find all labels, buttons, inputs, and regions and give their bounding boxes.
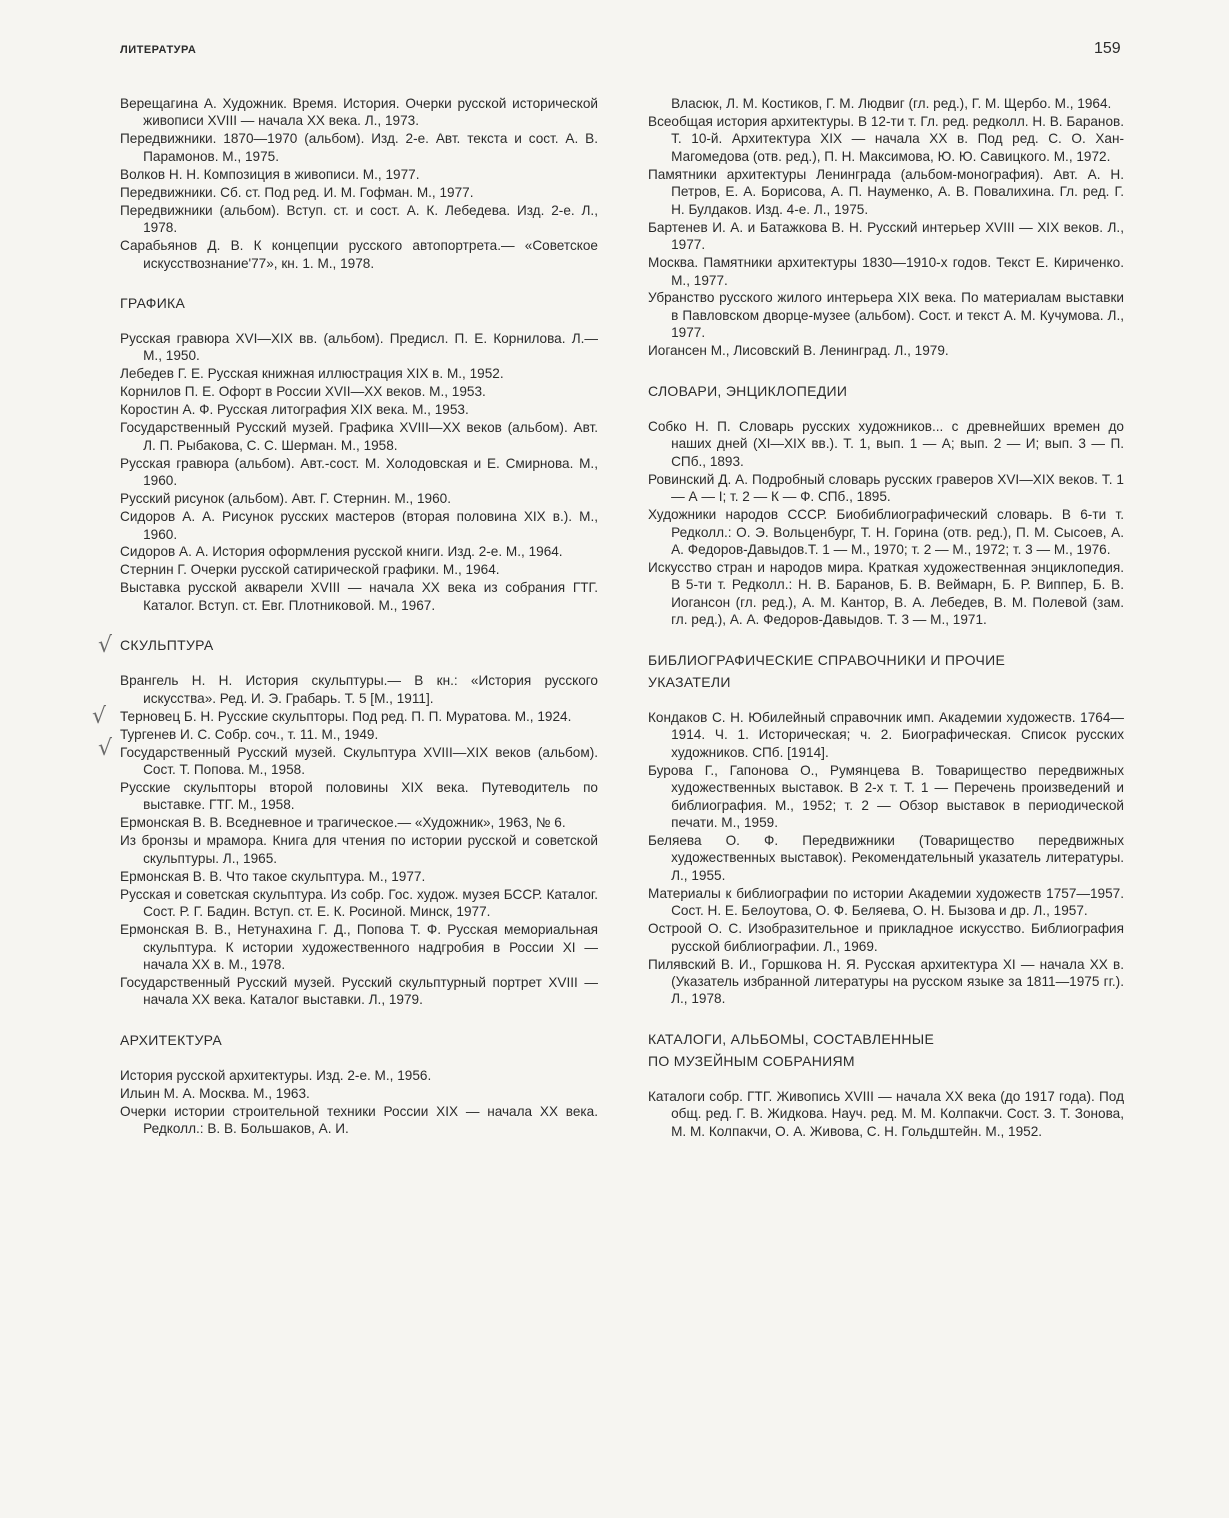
bibliography-entry: Ермонская В. В. Вседневное и трагическое.— «Художник», 1963, № 6. [120,815,566,831]
section-heading: СКУЛЬПТУРА [120,637,214,654]
bibliography-entry: Передвижники. Сб. ст. Под ред. И. М. Гофман. М., 1977. [120,184,474,200]
bibliography-entry: Сидоров А. А. Рисунок русских мастеров (вторая половина XIX в.). М., 1960. [120,509,598,542]
bibliography-entry: Ильин М. А. Москва. М., 1963. [120,1085,310,1101]
bibliography-entry: Русская гравюра XVI—XIX вв. (альбом). Предисл. П. Е. Корнилова. Л.— М., 1950. [120,331,598,364]
bibliography-entry: Лебедев Г. Е. Русская книжная иллюстрация XIX в. М., 1952. [120,366,504,382]
bibliography-entry: Государственный Русский музей. Графика XVIII—XX веков (альбом). Авт. Л. П. Рыбакова, С. С. Шерман. М., 1958. [120,420,598,453]
bibliography-entry: Всеобщая история архитектуры. В 12-ти т. Гл. ред. редколл. Н. В. Баранов. Т. 10-й. Архитектура XIX — начала XX в. Под ред. С. О. Хан-Магомедова (отв. ред.), П. Н. Максимова, Ю. Ю. Савицкого. М., 1972. [648,113,1124,164]
bibliography-entry: Беляева О. Ф. Передвижники (Товарищество передвижных художественных выставок). Рекомендательный указатель литературы. Л., 1955. [648,832,1124,883]
left-column [120,95,598,1138]
bibliography-entry: Остроой О. С. Изобразительное и прикладное искусство. Библиография русской библиографии. Л., 1969. [648,921,1124,954]
right-column [648,95,1124,1141]
bibliography-entry: Тургенев И. С. Собр. соч., т. 11. М., 1949. [120,726,379,742]
bibliography-entry: Сидоров А. А. История оформления русской книги. Изд. 2-е. М., 1964. [120,544,563,560]
bibliography-entry: Бартенев И. А. и Батажкова В. Н. Русский интерьер XVIII — XIX веков. Л., 1977. [648,219,1124,253]
bibliography-entry: Русские скульпторы второй половины XIX века. Путеводитель по выставке. ГТГ. М., 1958. [120,780,598,813]
section-heading: ГРАФИКА [120,295,186,312]
bibliography-entry: Из бронзы и мрамора. Книга для чтения по истории русской и советской скульптуры. Л., 1965. [120,833,598,866]
bibliography-entry: Русская гравюра (альбом). Авт.-сост. М. Холодовская и Е. Смирнова. М., 1960. [120,455,598,489]
section-heading: БИБЛИОГРАФИЧЕСКИЕ СПРАВОЧНИКИ И ПРОЧИЕ УКАЗАТЕЛИ [648,651,1006,690]
bibliography-entry: Бурова Г., Гапонова О., Румянцева В. Товарищество передвижных художественных выставок. В 2-х т. Т. 1 — Перечень произведений и библиография. М., 1952; т. 2 — Обзор выставок в периодической печати. М., 1959. [648,762,1124,830]
bibliography-entry: Искусство стран и народов мира. Краткая художественная энциклопедия. В 5-ти т. Редколл.: Н. В. Баранов, Б. В. Веймарн, Б. Р. Виппер, Б. В. Иогансон (гл. ред.), А. М. Кантор, В. А. Лебедев, В. М. Полевой (зам. гл. ред.), А. А. Федоров-Давыдов. Т. 3 — М., 1971. [648,559,1124,628]
margin-check-mark: √ [98,633,113,658]
section-heading: АРХИТЕКТУРА [120,1031,222,1048]
bibliography-entry: Кондаков С. Н. Юбилейный справочник имп. Академии художеств. 1764—1914. Ч. 1. Историческая; ч. 2. Биографическая. Список русских художников. СПб. [1914]. [648,709,1124,760]
bibliography-entry: Терновец Б. Н. Русские скульпторы. Под ред. П. П. Муратова. М., 1924. [120,708,572,724]
bibliography-entry: Иогансен М., Лисовский В. Ленинград. Л., 1979. [648,343,949,359]
bibliography-entry: Собко Н. П. Словарь русских художников... с древнейших времен до наших дней (XI—XIX вв.). Т. 1, вып. 1 — А; вып. 2 — И; вып. 3 — П. СПб., 1893. [648,418,1124,469]
bibliography-entry: Стернин Г. Очерки русской сатирической графики. М., 1964. [120,562,500,578]
bibliography-entry: Государственный Русский музей. Скульптура XVIII—XIX веков (альбом). Сост. Т. Попова. М., 1958. [120,744,598,778]
running-header: ЛИТЕРАТУРА [120,44,197,56]
bibliography-entry: Ермонская В. В. Что такое скульптура. М., 1977. [120,868,426,884]
margin-check-mark: √ [98,736,113,761]
bibliography-entry: Москва. Памятники архитектуры 1830—1910-х годов. Текст Е. Кириченко. М., 1977. [648,255,1124,288]
bibliography-entry: Очерки истории строительной техники России XIX — начала XX века. Редколл.: В. В. Большаков, А. И. [120,1103,598,1137]
bibliography-entry: Корнилов П. Е. Офорт в России XVII—XX веков. М., 1953. [120,384,486,400]
bibliography-entry: Выставка русской акварели XVIII — начала XX века из собрания ГТГ. Каталог. Вступ. ст. Евг. Плотниковой. М., 1967. [120,580,598,613]
bibliography-entry: Русская и советская скульптура. Из собр. Гос. худож. музея БССР. Каталог. Сост. Р. Г. Бадин. Вступ. ст. Е. К. Росиной. Минск, 1977. [120,886,598,920]
bibliography-entry: Ермонская В. В., Нетунахина Г. Д., Попова Т. Ф. Русская мемориальная скульптура. К истории художественного надгробия в России XI — начала XX в. М., 1978. [120,922,598,973]
bibliography-entry: Каталоги собр. ГТГ. Живопись XVIII — начала XX века (до 1917 года). Под общ. ред. Г. В. Жидкова. Науч. ред. М. М. Колпакчи. Сост. З. Т. Зонова, М. М. Колпакчи, О. А. Живова, С. Н. Гольдштейн. М., 1952. [648,1088,1124,1139]
bibliography-entry: Убранство русского жилого интерьера XIX века. По материалам выставки в Павловском дворце-музее (альбом). Сост. и текст А. М. Кучумова. Л., 1977. [648,290,1124,341]
section-heading: КАТАЛОГИ, АЛЬБОМЫ, СОСТАВЛЕННЫЕ ПО МУЗЕЙНЫМ СОБРАНИЯМ [648,1030,935,1069]
bibliography-entry: Коростин А. Ф. Русская литография XIX века. М., 1953. [120,402,469,418]
bibliography-entry: Волков Н. Н. Композиция в живописи. М., 1977. [120,166,420,182]
page-number: 159 [1094,40,1121,57]
bibliography-entry: История русской архитектуры. Изд. 2-е. М., 1956. [120,1067,432,1083]
bibliography-entry: Передвижники. 1870—1970 (альбом). Изд. 2-е. Авт. текста и сост. А. В. Парамонов. М., 1975. [120,131,598,164]
bibliography-entry: Художники народов СССР. Биобиблиографический словарь. В 6-ти т. Редколл.: О. Э. Вольценбург, Т. Н. Горина (отв. ред.), П. М. Сысоев, А. А. Федоров-Давыдов.Т. 1 — М., 1970; т. 2 — М., 1972; т. 3 — М., 1976. [648,507,1124,557]
section-heading: СЛОВАРИ, ЭНЦИКЛОПЕДИИ [648,382,848,399]
bibliography-entry: Врангель Н. Н. История скульптуры.— В кн.: «История русского искусства». Ред. И. Э. Грабарь. Т. 5 [М., 1911]. [120,673,598,706]
bibliography-entry: Пилявский В. И., Горшкова Н. Я. Русская архитектура XI — начала XX в. (Указатель избранной литературы на русском языке за 1811—1975 гг.). Л., 1978. [648,956,1124,1007]
bibliography-entry: Материалы к библиографии по истории Академии художеств 1757—1957. Сост. Н. Е. Белоутова, О. Ф. Беляева, О. Н. Бызова и др. Л., 1957. [648,885,1124,919]
bibliography-entry: Сарабьянов Д. В. К концепции русского автопортрета.— «Советское искусствознание'77», кн. 1. М., 1978. [120,238,598,271]
margin-check-mark: √ [92,704,107,729]
bibliography-entry: Ровинский Д. А. Подробный словарь русских граверов XVI—XIX веков. Т. 1 — А — І; т. 2 — К — Ф. СПб., 1895. [648,471,1124,505]
bibliography-entry: Памятники архитектуры Ленинграда (альбом-монография). Авт. А. Н. Петров, Е. А. Борисова, А. П. Науменко, А. В. Повалихина. Гл. ред. Г. Н. Булдаков. Изд. 4-е. Л., 1975. [648,166,1124,217]
bibliography-entry: Государственный Русский музей. Русский скульптурный портрет XVIII — начала XX века. Каталог выставки. Л., 1979. [120,974,598,1008]
bibliography-entry: Верещагина А. Художник. Время. История. Очерки русской исторической живописи XVIII — начала XX века. Л., 1973. [120,96,598,129]
bibliography-entry: Русский рисунок (альбом). Авт. Г. Стернин. М., 1960. [120,491,451,507]
bibliography-entry-continued: Власюк, Л. М. Костиков, Г. М. Людвиг (гл. ред.), Г. М. Щербо. М., 1964. [671,96,1112,111]
bibliography-entry: Передвижники (альбом). Вступ. ст. и сост. А. К. Лебедева. Изд. 2-е. Л., 1978. [120,202,598,236]
